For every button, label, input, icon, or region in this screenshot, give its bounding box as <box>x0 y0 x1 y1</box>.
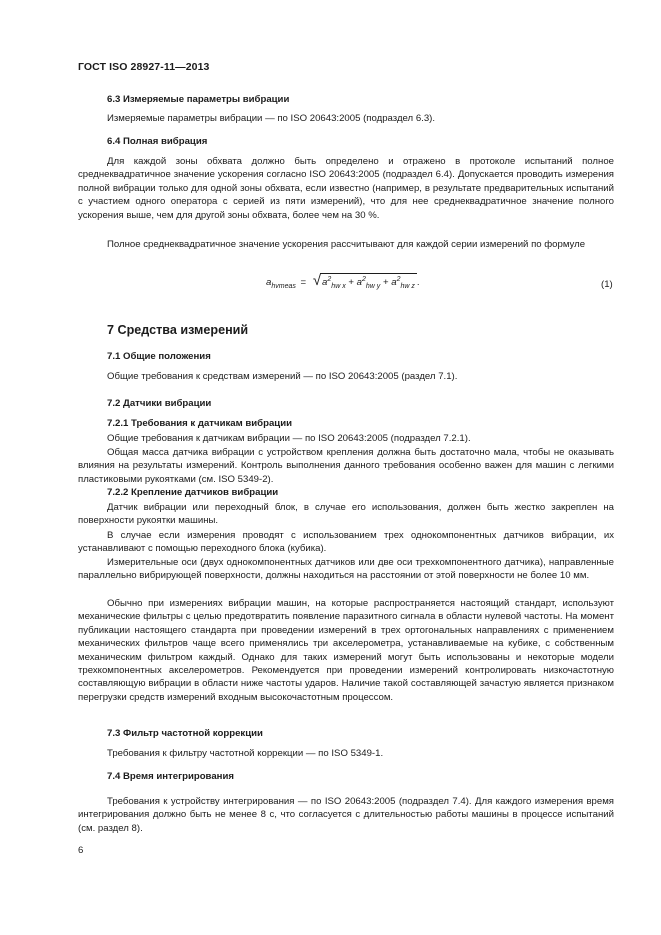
section-7-2-2-paragraph-4: Обычно при измерениях вибрации машин, на которые распространяется настоящий стандарт, используют механические фильтры с целью предотвратить появление паразитного сигнала в области нулевой частоты. На момент публикации настоящего стандарта при проведении измерений в трех ортогональных направлениях с применением механических фильтров чаще всего применялись три акселерометра, устанавливаемые на кубике, с собственным механическим фильтром каждый. Однако для таких измерений могут быть использованы и некоторые модели трехкомпонентных акселерометров. Рекомендуется при проведении измерений контролировать низкочастотную составляющую вибрации в области ниже частоты ударов. Наличие такой составляющей зачастую является признаком перегрузки средств измерений входным высокочастотным процессом. <box>78 598 614 703</box>
section-7-2-1-paragraph-2: Общая масса датчика вибрации с устройством крепления должна быть достаточно мала, чтобы не оказывать влияния на результаты измерений. Контроль выполнения данного требования особенно важен для машин с легкими пластиковыми рукоятками (см. ISO 5349-2). <box>78 447 614 485</box>
section-7-4-title: 7.4 Время интегрирования <box>107 771 234 782</box>
formula-equals: = <box>300 277 307 288</box>
formula-radicand: $a^2_{hw x} + a^2_{hw y} + a^2_{hw z}$ <box>320 273 417 290</box>
section-7-1-title: 7.1 Общие положения <box>107 351 211 362</box>
section-7-2-2-paragraph-1: Датчик вибрации или переходный блок, в случае его использования, должен быть жестко закреплен на поверхности рукоятки машины. <box>78 502 614 527</box>
page-number: 6 <box>78 845 84 856</box>
section-6-3-title: 6.3 Измеряемые параметры вибрации <box>107 94 290 105</box>
section-7-2-title: 7.2 Датчики вибрации <box>107 398 212 409</box>
square-root-icon: √ <box>312 272 322 289</box>
formula-lhs: $a_{hvmeas}$ <box>266 277 296 290</box>
formula-1: $a_{hvmeas} = √a^2_{hw x} + a^2_{hw y} + a^2_{hw z}$ . <box>266 272 420 290</box>
section-7-title: 7 Средства измерений <box>107 323 249 337</box>
formula-number: (1) <box>601 279 613 290</box>
section-7-3-title: 7.3 Фильтр частотной коррекции <box>107 728 263 739</box>
section-7-2-1-paragraph-1: Общие требования к датчикам вибрации — по ISO 20643:2005 (подраздел 7.2.1). <box>107 433 471 444</box>
section-7-4-text: Требования к устройству интегрирования — по ISO 20643:2005 (подраздел 7.4). Для каждого измерения время интегрирования должно быть не менее 8 с, что согласуется с длительностью работы машины в процессе испытаний (см. раздел 8). <box>78 796 614 834</box>
section-7-2-2-paragraph-2: В случае если измерения проводят с использованием трех однокомпонентных датчиков вибрации, их устанавливают с помощью переходного блока (кубика). <box>78 530 614 555</box>
section-6-4-title: 6.4 Полная вибрация <box>107 136 208 147</box>
section-7-2-1-title: 7.2.1 Требования к датчикам вибрации <box>107 418 292 429</box>
section-6-4-paragraph-2: Полное среднеквадратичное значение ускорения рассчитывают для каждой серии измерений по формуле <box>107 239 586 250</box>
section-7-2-2-paragraph-3: Измерительные оси (двух однокомпонентных датчиков или две оси трехкомпонентного датчика), направленные параллельно вибрирующей поверхности, должны находиться на расстоянии от этой поверхности не более 10 мм. <box>78 557 614 582</box>
section-7-2-2-title: 7.2.2 Крепление датчиков вибрации <box>107 487 279 498</box>
section-7-1-text: Общие требования к средствам измерений — по ISO 20643:2005 (раздел 7.1). <box>107 371 458 382</box>
section-6-3-text: Измеряемые параметры вибрации — по ISO 20643:2005 (подраздел 6.3). <box>107 113 436 124</box>
section-6-4-paragraph-1: Для каждой зоны обхвата должно быть определено и отражено в протоколе испытаний полное среднеквадратичное значение ускорения согласно ISO 20643:2005 (подраздел 6.4). Допускается проводить измерения полной вибрации только для одной зоны обхвата, если известно (например, в результате предварительных испытаний с участием одного оператора с серией из пяти измерений), что для нее среднеквадратичное значение полного ускорения выше, чем для другой зоны обхвата, более чем на 30 %. <box>78 156 614 221</box>
section-7-3-text: Требования к фильтру частотной коррекции — по ISO 5349-1. <box>107 748 384 759</box>
document-code-header: ГОСТ ISO 28927-11—2013 <box>78 61 210 73</box>
